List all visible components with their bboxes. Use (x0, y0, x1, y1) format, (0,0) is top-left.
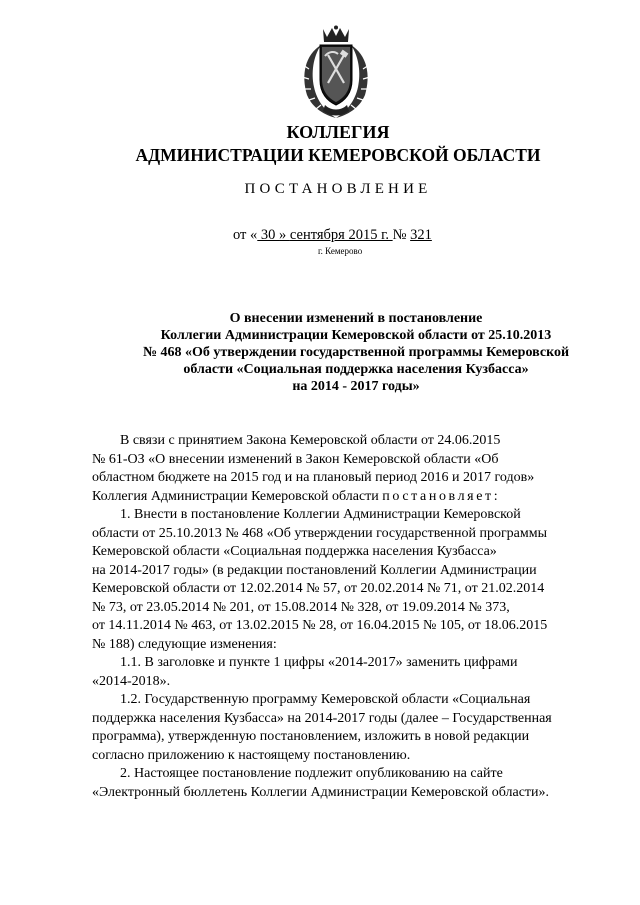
title-line: области «Социальная поддержка населения Кузбасса» (183, 362, 529, 377)
title-line: Коллегии Администрации Кемеровской области от 25.10.2013 (160, 328, 552, 343)
body-line: согласно приложению к настоящему постановлению. (92, 747, 411, 763)
body-line: 1.1. В заголовке и пункте 1 цифры «2014-2017» заменить цифрами (120, 655, 518, 670)
number-sign: № (392, 227, 411, 243)
resolution-word: постановляет: (382, 488, 501, 504)
body-line: 1. Внести в постановление Коллегии Администрации Кемеровской (120, 507, 521, 522)
body-line: областном бюджете на 2015 год и на плановый период 2016 и 2017 годов» (92, 470, 535, 485)
body-line: «Электронный бюллетень Коллегии Администрации Кемеровской области». (92, 784, 550, 800)
body-line: Кемеровской области «Социальная поддержка населения Кузбасса» (92, 544, 497, 559)
body-text: Коллегия Администрации Кемеровской области (92, 488, 379, 504)
date-mid: » (279, 227, 290, 243)
body-line: программа), утвержденную постановлением, изложить в новой редакции (92, 729, 530, 744)
document-type: ПОСТАНОВЛЕНИЕ (244, 181, 432, 197)
body-line (92, 488, 598, 507)
body-line: Кемеровской области от 12.02.2014 № 57, от 20.02.2014 № 71, от 21.02.2014 (92, 581, 545, 596)
body-line: № 61-ОЗ «О внесении изменений в Закон Кемеровской области «Об (92, 451, 499, 467)
body-line: области от 25.10.2013 № 468 «Об утверждении государственной программы (92, 525, 548, 541)
body-line: на 2014-2017 годы» (в редакции постановлений Коллегии Администрации (92, 562, 537, 578)
body-line: № 188) следующие изменения: (92, 636, 277, 652)
kemerovo-coat-of-arms-icon (295, 25, 377, 121)
body-line: 1.2. Государственную программу Кемеровской области «Социальная (120, 692, 531, 707)
title-line: О внесении изменений в постановление (229, 311, 483, 326)
organization-name-line1: КОЛЛЕГИЯ (286, 122, 390, 142)
date-month-year: сентября 2015 г. (289, 227, 393, 243)
document-city: г. Кемерово (318, 246, 363, 256)
body-line: от 14.11.2014 № 463, от 13.02.2015 № 28, от 16.04.2015 № 105, от 18.06.2015 (92, 618, 548, 633)
document-date-number (233, 227, 432, 244)
title-line: № 468 «Об утверждении государственной программы Кемеровской (142, 345, 570, 360)
organization-name-line2: АДМИНИСТРАЦИИ КЕМЕРОВСКОЙ ОБЛАСТИ (135, 145, 541, 165)
document-number: 321 (410, 227, 432, 243)
body-line: «2014-2018». (92, 673, 171, 689)
date-prefix: от « (233, 227, 258, 243)
body-line: В связи с принятием Закона Кемеровской области от 24.06.2015 (120, 433, 501, 448)
title-line: на 2014 - 2017 годы» (292, 379, 420, 394)
body-line: № 73, от 23.05.2014 № 201, от 15.08.2014 № 328, от 19.09.2014 № 373, (92, 599, 510, 615)
date-day: 30 (257, 227, 280, 243)
body-line: поддержка населения Кузбасса» на 2014-2017 годы (далее – Государственная (92, 710, 552, 726)
document-title (96, 310, 616, 395)
document-body (92, 432, 598, 802)
body-line: 2. Настоящее постановление подлежит опубликованию на сайте (120, 766, 503, 781)
